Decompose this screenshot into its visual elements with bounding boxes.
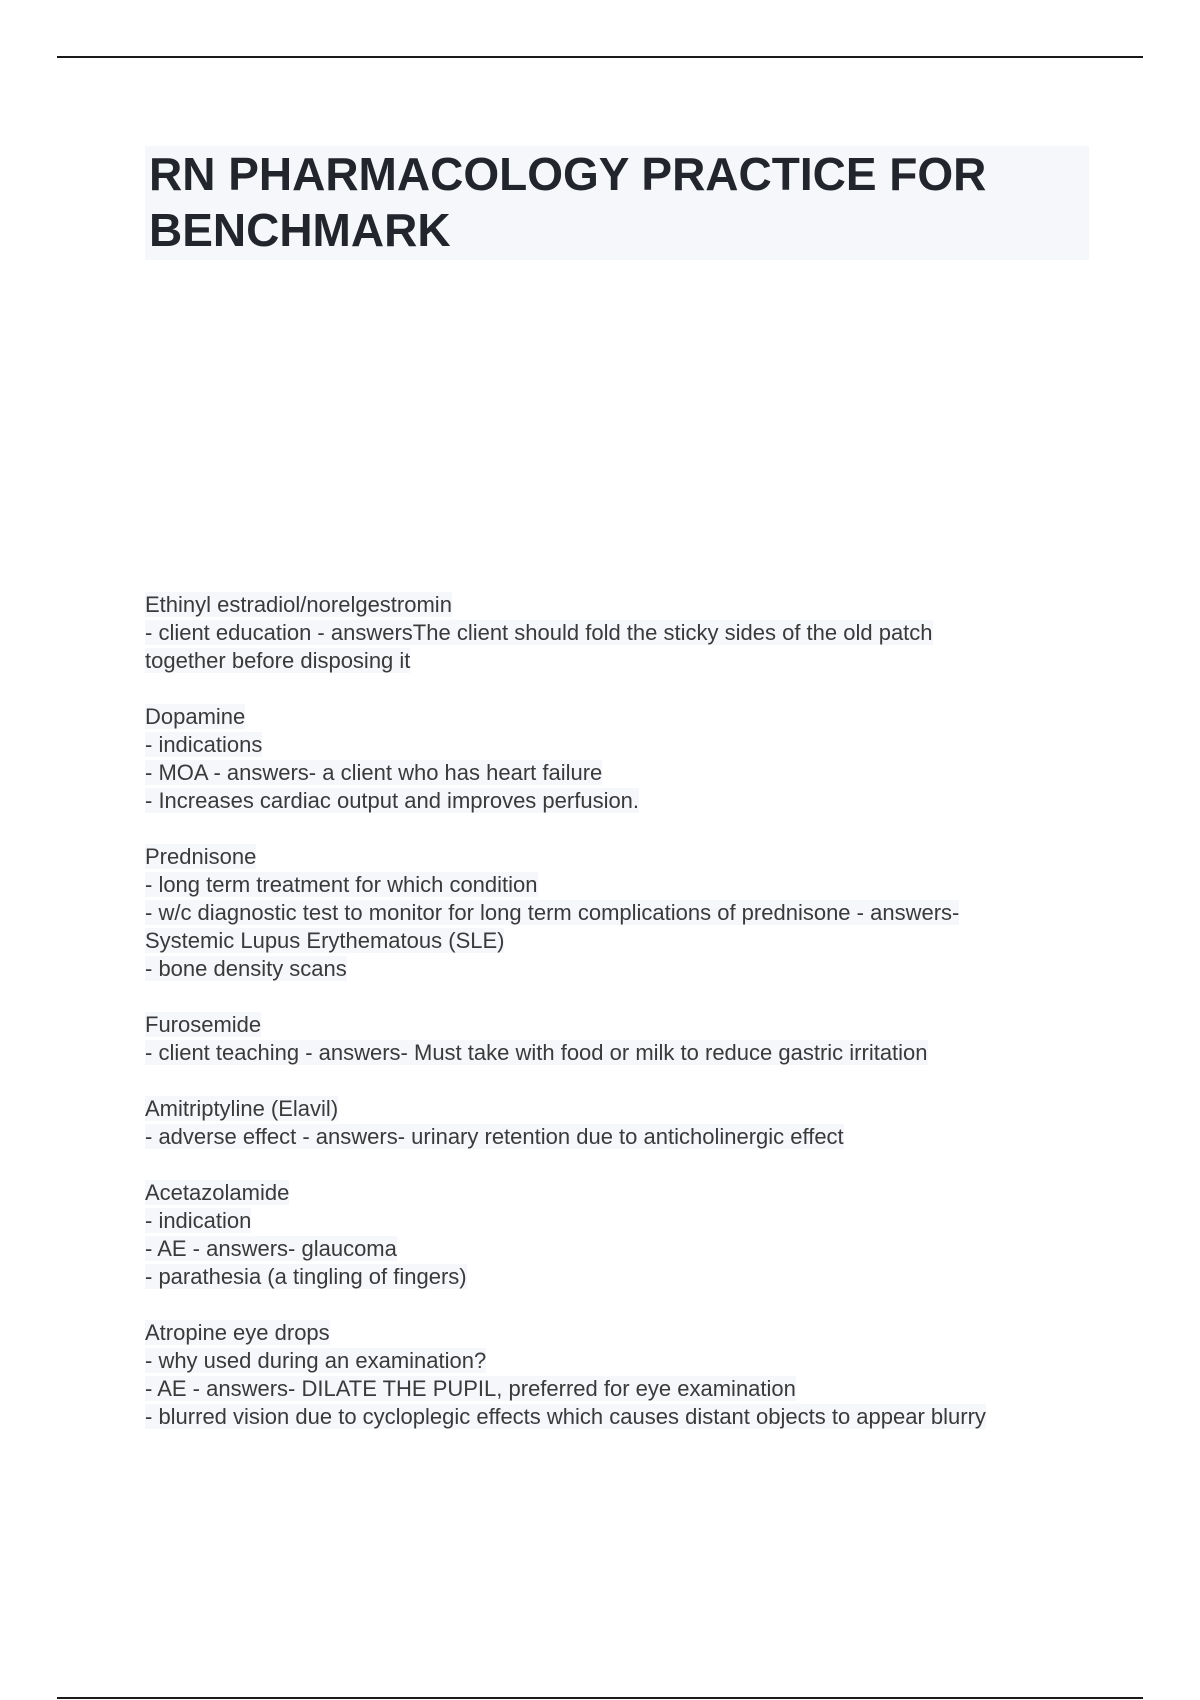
entry-text: Atropine eye drops [145, 1320, 330, 1345]
entry-heading [145, 1011, 1085, 1039]
entry-text: Prednisone [145, 844, 257, 869]
entry-text: - client teaching - answers- Must take with food or milk to reduce gastric irritation [145, 1040, 928, 1065]
entry-line [145, 899, 1085, 927]
entry-text: - indications [145, 732, 263, 757]
qa-entry [145, 1179, 1085, 1291]
entry-line [145, 1403, 1085, 1431]
entry-line [145, 1347, 1085, 1375]
entry-heading [145, 1179, 1085, 1207]
entry-line [145, 787, 1085, 815]
entry-heading [145, 843, 1085, 871]
qa-entry [145, 591, 1085, 675]
entry-line [145, 759, 1085, 787]
entry-heading [145, 703, 1085, 731]
entry-text: - AE - answers- DILATE THE PUPIL, preferred for eye examination [145, 1376, 796, 1401]
entry-text: - parathesia (a tingling of fingers) [145, 1264, 467, 1289]
top-rule [57, 56, 1143, 58]
entry-text: Ethinyl estradiol/norelgestromin [145, 592, 452, 617]
entry-text: - indication [145, 1208, 252, 1233]
entry-text: - long term treatment for which condition [145, 872, 538, 897]
entry-text: Dopamine [145, 704, 246, 729]
entry-text: - MOA - answers- a client who has heart failure [145, 760, 603, 785]
entry-text: Amitriptyline (Elavil) [145, 1096, 339, 1121]
entry-text: Furosemide [145, 1012, 262, 1037]
entry-line [145, 731, 1085, 759]
entry-line [145, 619, 1085, 647]
entry-line [145, 1263, 1085, 1291]
entry-heading [145, 1095, 1085, 1123]
entry-line [145, 1375, 1085, 1403]
entry-heading [145, 1319, 1085, 1347]
entry-text: - AE - answers- glaucoma [145, 1236, 397, 1261]
document-body [145, 591, 1085, 1459]
entry-text: - bone density scans [145, 956, 347, 981]
bottom-rule [57, 1697, 1143, 1699]
entry-text: - why used during an examination? [145, 1348, 487, 1373]
entry-line [145, 1235, 1085, 1263]
qa-entry [145, 703, 1085, 815]
entry-line [145, 647, 1085, 675]
entry-text: - client education - answersThe client should fold the sticky sides of the old patch [145, 620, 933, 645]
document-title: RN PHARMACOLOGY PRACTICE FOR BENCHMARK [149, 148, 987, 256]
entry-text: - blurred vision due to cycloplegic effects which causes distant objects to appear blurry [145, 1404, 986, 1429]
entry-line [145, 955, 1085, 983]
qa-entry [145, 1319, 1085, 1431]
entry-text: - Increases cardiac output and improves perfusion. [145, 788, 640, 813]
title-block [145, 146, 1089, 260]
entry-heading [145, 591, 1085, 619]
entry-text: - adverse effect - answers- urinary retention due to anticholinergic effect [145, 1124, 844, 1149]
qa-entry [145, 843, 1085, 983]
entry-line [145, 927, 1085, 955]
entry-text: Systemic Lupus Erythematous (SLE) [145, 928, 505, 953]
entry-text: Acetazolamide [145, 1180, 290, 1205]
entry-line [145, 1039, 1085, 1067]
entry-line [145, 1207, 1085, 1235]
entry-line [145, 871, 1085, 899]
entry-line [145, 1123, 1085, 1151]
qa-entry [145, 1011, 1085, 1067]
entry-text: - w/c diagnostic test to monitor for long term complications of prednisone - answers- [145, 900, 960, 925]
entry-text: together before disposing it [145, 648, 411, 673]
qa-entry [145, 1095, 1085, 1151]
